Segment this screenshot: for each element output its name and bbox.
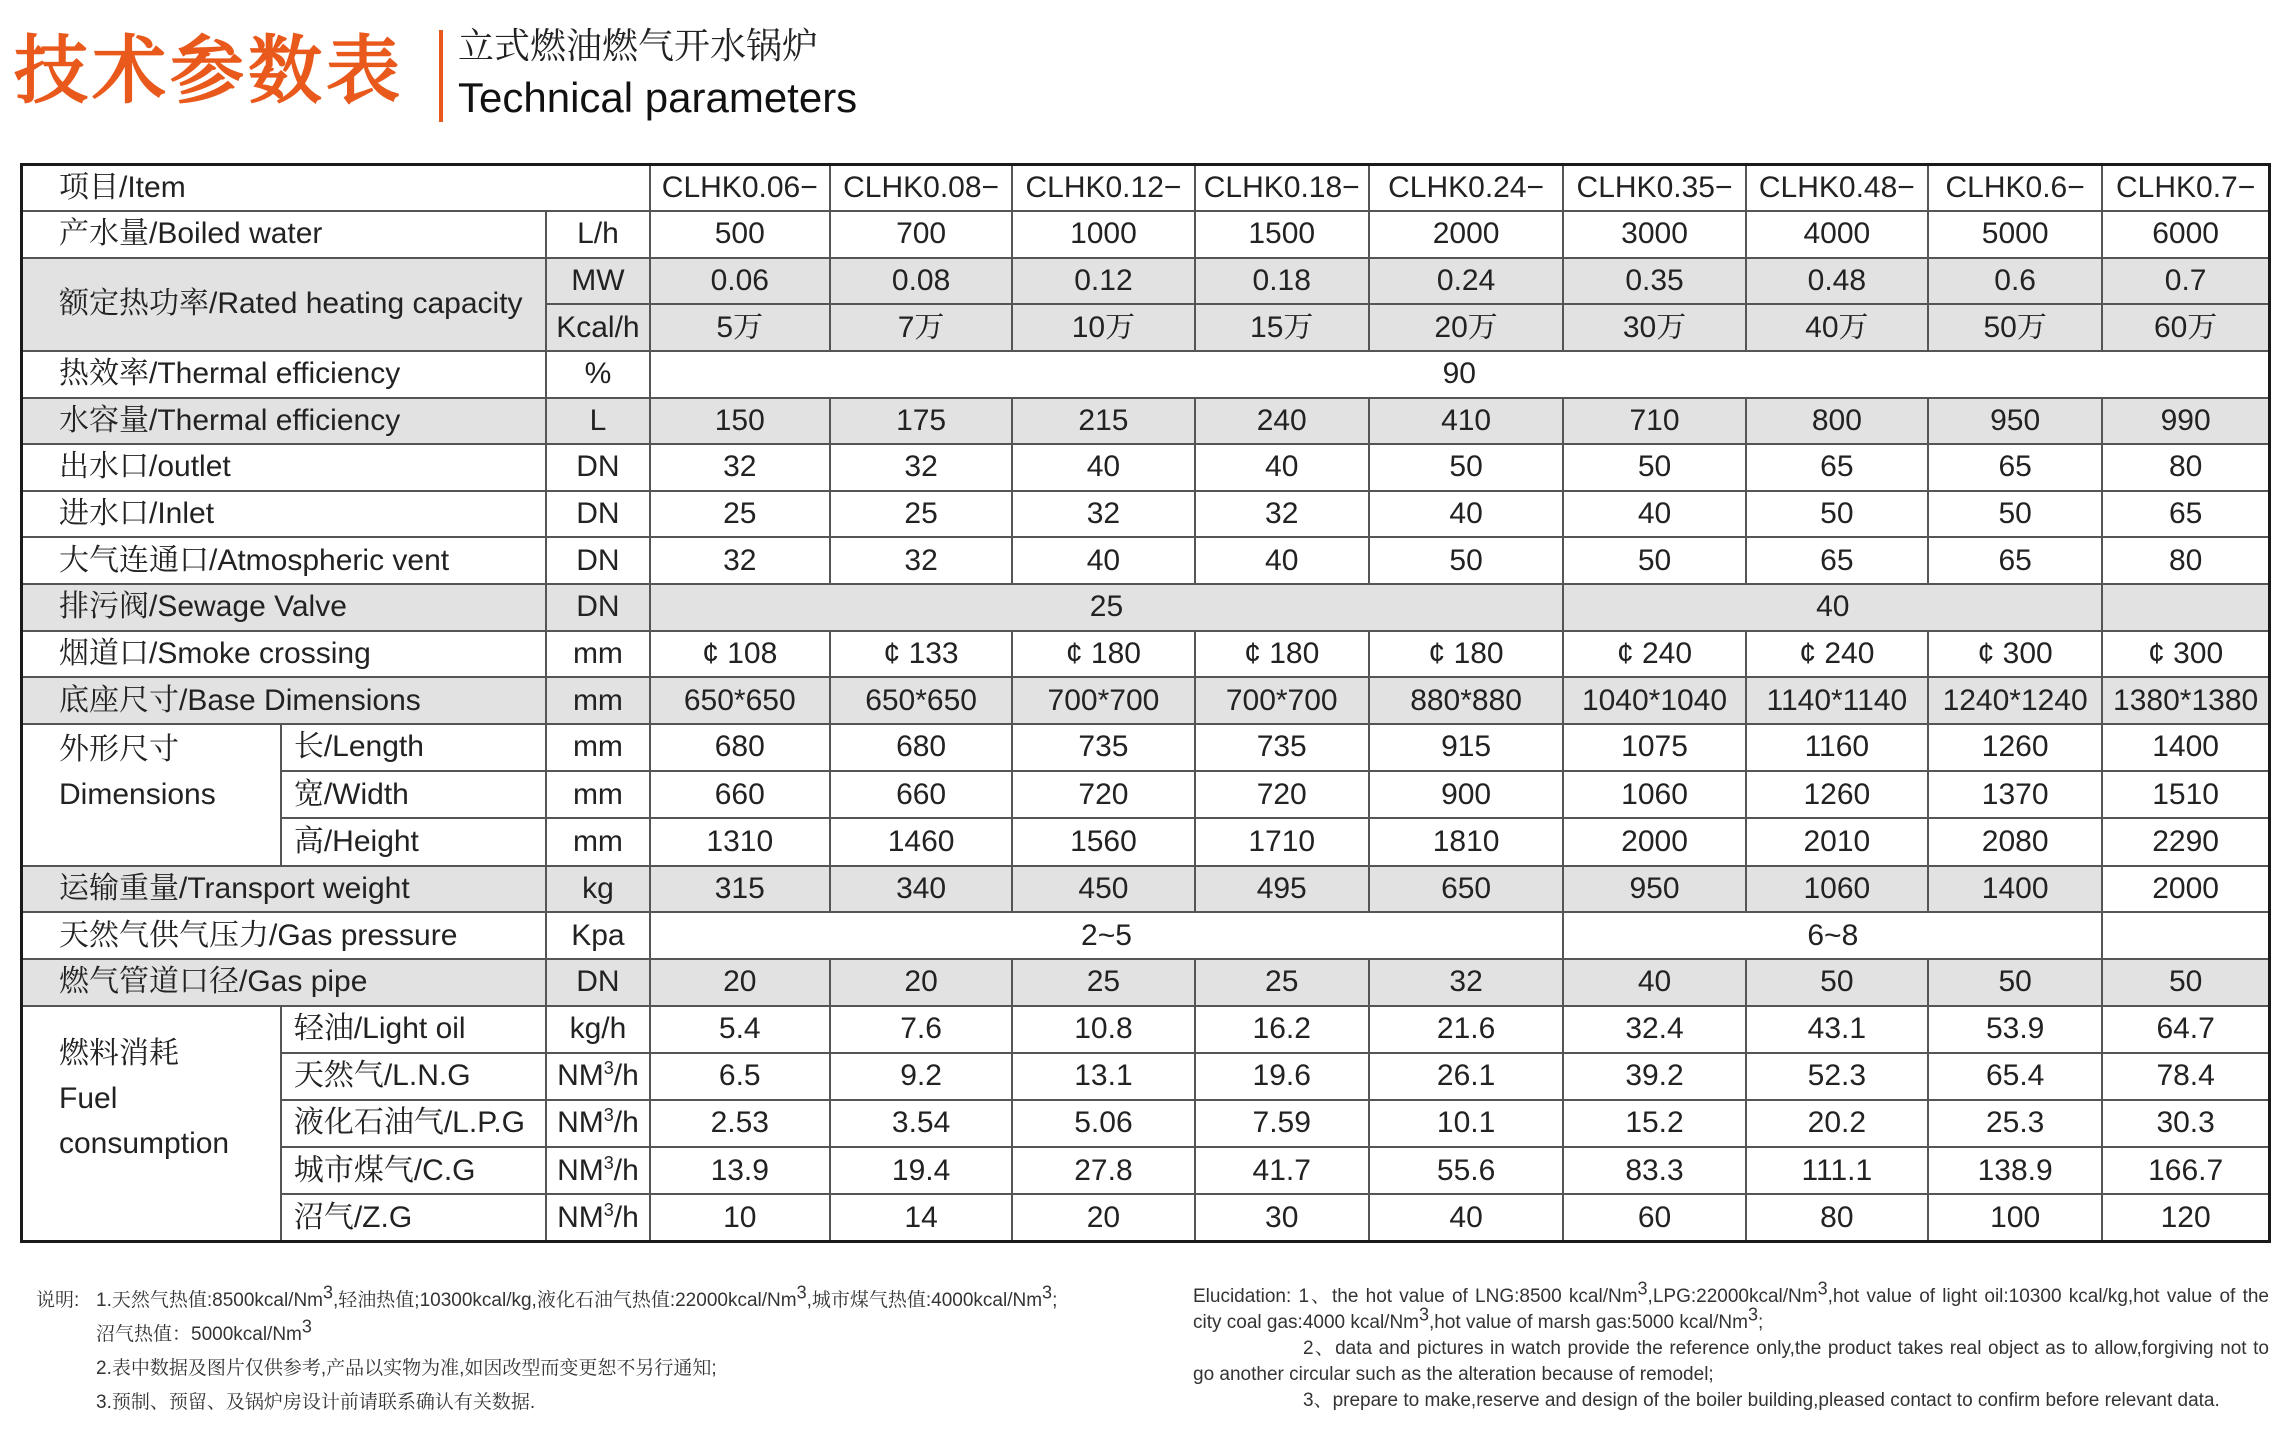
- value-cell: 5万: [650, 304, 830, 351]
- value-cell: 19.6: [1195, 1053, 1369, 1100]
- unit-cell: $NM^3/h$: [546, 1147, 649, 1194]
- page-title: 技术参数表: [14, 28, 404, 114]
- sub-label: 轻油/Light oil: [281, 1006, 546, 1053]
- vent-row: [22, 537, 2270, 584]
- value-cell: 50: [1369, 444, 1564, 491]
- value-cell: 100: [1928, 1194, 2102, 1241]
- value-cell: 32.4: [1563, 1006, 1745, 1053]
- unit-cell: DN: [546, 537, 649, 584]
- value-cell: 60: [1563, 1194, 1745, 1241]
- sewage-valve-row: [22, 584, 2270, 631]
- note-en-2: 2、data and pictures in watch provide the reference only,the product takes real object as to allow,forgiving not to go another circular such as the alteration because of remodel;: [1193, 1338, 2269, 1385]
- empty-cell: [2102, 584, 2269, 631]
- value-cell: 13.9: [650, 1147, 830, 1194]
- value-cell: 50: [2102, 959, 2269, 1006]
- value-cell: ¢ 133: [830, 631, 1012, 678]
- value-cell: 21.6: [1369, 1006, 1564, 1053]
- value-cell: 340: [830, 866, 1012, 913]
- row-label: 进水口/Inlet: [22, 491, 547, 538]
- value-cell: 1140*1140: [1746, 677, 1928, 724]
- model-header: CLHK0.18−: [1195, 165, 1369, 212]
- value-cell: 1510: [2102, 771, 2269, 818]
- value-cell: 30万: [1563, 304, 1745, 351]
- value-cell: 1060: [1563, 771, 1745, 818]
- value-cell: 20: [1012, 1194, 1194, 1241]
- value-cell: 735: [1012, 724, 1194, 771]
- model-header: CLHK0.24−: [1369, 165, 1564, 212]
- value-cell: 500: [650, 211, 830, 258]
- outlet-row: [22, 444, 2270, 491]
- model-header: CLHK0.35−: [1563, 165, 1745, 212]
- row-label: 大气连通口/Atmospheric vent: [22, 537, 547, 584]
- value-cell: 700: [830, 211, 1012, 258]
- fuel-label-cn: 燃料消耗: [59, 1036, 179, 1070]
- value-cell: 80: [1746, 1194, 1928, 1241]
- value-cell: 1560: [1012, 818, 1194, 865]
- value-cell: ¢ 300: [2102, 631, 2269, 678]
- value-cell: 25: [650, 584, 1564, 631]
- inlet-row: [22, 491, 2270, 538]
- gas-pressure-row: [22, 912, 2270, 959]
- note-en-1: Elucidation: 1、the hot value of LNG:8500 kcal/Nm$^3$,LPG:22000kcal/Nm$^3$,hot value of light oil:10300 kcal/kg,hot value of the city coal gas:4000 kcal/Nm$^3$,hot value of marsh gas:5000 kcal/Nm$^3$;: [1193, 1278, 2269, 1333]
- row-label: 排污阀/Sewage Valve: [22, 584, 547, 631]
- value-cell: 0.7: [2102, 258, 2269, 305]
- fuel-lpg-row: [22, 1100, 2270, 1147]
- value-cell: 650: [1369, 866, 1564, 913]
- value-cell: 1040*1040: [1563, 677, 1745, 724]
- row-label: 出水口/outlet: [22, 444, 547, 491]
- note-cn-3: 3.预制、预留、及锅炉房设计前请联系确认有关数据.: [96, 1392, 536, 1413]
- smoke-crossing-row: [22, 631, 2270, 678]
- model-header: CLHK0.6−: [1928, 165, 2102, 212]
- value-cell: 1060: [1746, 866, 1928, 913]
- value-cell: 710: [1563, 398, 1745, 445]
- note-cn-2: 2.表中数据及图片仅供参考,产品以实物为准,如因改型而变更恕不另行通知;: [96, 1358, 717, 1379]
- model-header: CLHK0.12−: [1012, 165, 1194, 212]
- value-cell: 13.1: [1012, 1053, 1194, 1100]
- value-cell: 25: [650, 491, 830, 538]
- value-cell: 25: [1195, 959, 1369, 1006]
- unit-cell: mm: [546, 677, 649, 724]
- value-cell: 65: [1746, 537, 1928, 584]
- value-cell: 900: [1369, 771, 1564, 818]
- row-label: 运输重量/Transport weight: [22, 866, 547, 913]
- value-cell: 150: [650, 398, 830, 445]
- rated-heating-mw-row: [22, 258, 2270, 305]
- value-cell: 83.3: [1563, 1147, 1745, 1194]
- value-cell: 43.1: [1746, 1006, 1928, 1053]
- value-cell: 138.9: [1928, 1147, 2102, 1194]
- value-cell: 2000: [2102, 866, 2269, 913]
- value-cell: 20: [830, 959, 1012, 1006]
- value-cell: 1310: [650, 818, 830, 865]
- value-cell: ¢ 180: [1369, 631, 1564, 678]
- value-cell: 495: [1195, 866, 1369, 913]
- value-cell: 315: [650, 866, 830, 913]
- value-cell: 950: [1563, 866, 1745, 913]
- value-cell: 1400: [2102, 724, 2269, 771]
- unit-cell: L: [546, 398, 649, 445]
- value-cell: 0.6: [1928, 258, 2102, 305]
- value-cell: 4000: [1746, 211, 1928, 258]
- row-label: 底座尺寸/Base Dimensions: [22, 677, 547, 724]
- value-cell: 1000: [1012, 211, 1194, 258]
- value-cell: 120: [2102, 1194, 2269, 1241]
- value-cell: 1460: [830, 818, 1012, 865]
- value-cell: 80: [2102, 537, 2269, 584]
- parameters-table: [20, 163, 2271, 1243]
- value-cell: ¢ 108: [650, 631, 830, 678]
- value-cell: 0.35: [1563, 258, 1745, 305]
- value-cell: 40: [1563, 959, 1745, 1006]
- value-cell: 32: [1369, 959, 1564, 1006]
- unit-cell: L/h: [546, 211, 649, 258]
- fuel-lng-row: [22, 1053, 2270, 1100]
- value-cell: 680: [650, 724, 830, 771]
- unit-cell: DN: [546, 959, 649, 1006]
- row-label: 额定热功率/Rated heating capacity: [22, 258, 547, 351]
- value-cell: 2000: [1369, 211, 1564, 258]
- value-cell: 32: [830, 444, 1012, 491]
- value-cell: 6~8: [1563, 912, 2102, 959]
- value-cell: ¢ 300: [1928, 631, 2102, 678]
- value-cell: 32: [650, 444, 830, 491]
- value-cell: ¢ 180: [1195, 631, 1369, 678]
- value-cell: 65: [1928, 444, 2102, 491]
- value-cell: 1240*1240: [1928, 677, 2102, 724]
- value-cell: 50: [1746, 491, 1928, 538]
- value-cell: 40: [1369, 1194, 1564, 1241]
- note-cn-1: 1.天然气热值:8500kcal/Nm$^3$,轻油热值;10300kcal/kg,液化石油气热值:22000kcal/Nm$^3$,城市煤气热值:4000kcal/Nm$^3$;: [96, 1282, 1058, 1311]
- unit-cell: kg: [546, 866, 649, 913]
- model-header: CLHK0.7−: [2102, 165, 2269, 212]
- dimensions-length-row: [22, 724, 2270, 771]
- sub-label: 城市煤气/C.G: [281, 1147, 546, 1194]
- thermal-efficiency-row: [22, 351, 2270, 398]
- fuel-zg-row: [22, 1194, 2270, 1241]
- row-label: 燃气管道口径/Gas pipe: [22, 959, 547, 1006]
- value-cell: 27.8: [1012, 1147, 1194, 1194]
- value-cell: 40: [1563, 584, 2102, 631]
- value-cell: 680: [830, 724, 1012, 771]
- value-cell: 2.53: [650, 1100, 830, 1147]
- notes-chinese: [36, 1284, 1186, 1420]
- unit-cell: mm: [546, 771, 649, 818]
- value-cell: 1260: [1928, 724, 2102, 771]
- value-cell: 0.24: [1369, 258, 1564, 305]
- row-label: 水容量/Thermal efficiency: [22, 398, 547, 445]
- value-cell: 700*700: [1012, 677, 1194, 724]
- value-cell: 0.12: [1012, 258, 1194, 305]
- unit-cell: MW: [546, 258, 649, 305]
- boiled-water-row: [22, 211, 2270, 258]
- value-cell: 5000: [1928, 211, 2102, 258]
- dimensions-label-cn: 外形尺寸: [59, 733, 179, 767]
- value-cell: 50万: [1928, 304, 2102, 351]
- value-cell: 32: [830, 537, 1012, 584]
- value-cell: 10: [650, 1194, 830, 1241]
- value-cell: 0.18: [1195, 258, 1369, 305]
- value-cell: 5.06: [1012, 1100, 1194, 1147]
- value-cell: 1260: [1746, 771, 1928, 818]
- sub-label: 天然气/L.N.G: [281, 1053, 546, 1100]
- value-cell: 800: [1746, 398, 1928, 445]
- row-label: 产水量/Boiled water: [22, 211, 547, 258]
- value-cell: 16.2: [1195, 1006, 1369, 1053]
- model-header: CLHK0.08−: [830, 165, 1012, 212]
- value-cell: 50: [1928, 959, 2102, 1006]
- value-cell: 40: [1012, 444, 1194, 491]
- value-cell: 25: [830, 491, 1012, 538]
- empty-cell: [2102, 912, 2269, 959]
- value-cell: 53.9: [1928, 1006, 2102, 1053]
- unit-cell: DN: [546, 444, 649, 491]
- unit-cell: $NM^3/h$: [546, 1053, 649, 1100]
- value-cell: 32: [1012, 491, 1194, 538]
- value-cell: 10.1: [1369, 1100, 1564, 1147]
- value-cell: 41.7: [1195, 1147, 1369, 1194]
- value-cell: 720: [1195, 771, 1369, 818]
- model-header: CLHK0.06−: [650, 165, 830, 212]
- value-cell: 52.3: [1746, 1053, 1928, 1100]
- value-cell: 7.59: [1195, 1100, 1369, 1147]
- value-cell: 65: [1746, 444, 1928, 491]
- value-cell: 1400: [1928, 866, 2102, 913]
- value-cell: 65.4: [1928, 1053, 2102, 1100]
- value-cell: 2~5: [650, 912, 1564, 959]
- unit-cell: kg/h: [546, 1006, 649, 1053]
- value-cell: 6.5: [650, 1053, 830, 1100]
- unit-cell: DN: [546, 491, 649, 538]
- gas-pipe-row: [22, 959, 2270, 1006]
- sub-label: 高/Height: [281, 818, 546, 865]
- value-cell: 80: [2102, 444, 2269, 491]
- value-cell: 30: [1195, 1194, 1369, 1241]
- value-cell: 700*700: [1195, 677, 1369, 724]
- row-label: 热效率/Thermal efficiency: [22, 351, 547, 398]
- value-cell: 410: [1369, 398, 1564, 445]
- value-cell: 215: [1012, 398, 1194, 445]
- value-cell: 15万: [1195, 304, 1369, 351]
- value-cell: 64.7: [2102, 1006, 2269, 1053]
- value-cell: 1075: [1563, 724, 1745, 771]
- unit-cell: mm: [546, 818, 649, 865]
- value-cell: 26.1: [1369, 1053, 1564, 1100]
- value-cell: 50: [1563, 444, 1745, 491]
- value-cell: 3000: [1563, 211, 1745, 258]
- value-cell: ¢ 180: [1012, 631, 1194, 678]
- fuel-label-en: Fuel consumption: [59, 1081, 230, 1160]
- value-cell: 40万: [1746, 304, 1928, 351]
- value-cell: 5.4: [650, 1006, 830, 1053]
- value-cell: 25.3: [1928, 1100, 2102, 1147]
- dimensions-label-en: Dimensions: [59, 778, 216, 812]
- value-cell: 90: [650, 351, 2270, 398]
- value-cell: 650*650: [650, 677, 830, 724]
- value-cell: 240: [1195, 398, 1369, 445]
- value-cell: 880*880: [1369, 677, 1564, 724]
- value-cell: 40: [1369, 491, 1564, 538]
- unit-cell: DN: [546, 584, 649, 631]
- sub-label: 长/Length: [281, 724, 546, 771]
- row-label: 天然气供气压力/Gas pressure: [22, 912, 547, 959]
- value-cell: 6000: [2102, 211, 2269, 258]
- fuel-consumption-label: [22, 1006, 281, 1242]
- value-cell: 65: [1928, 537, 2102, 584]
- value-cell: 175: [830, 398, 1012, 445]
- value-cell: 40: [1012, 537, 1194, 584]
- value-cell: 40: [1195, 444, 1369, 491]
- model-header: CLHK0.48−: [1746, 165, 1928, 212]
- note-cn-1b: 沼气热值：5000kcal/Nm$^3$: [96, 1316, 312, 1345]
- value-cell: 1500: [1195, 211, 1369, 258]
- value-cell: 650*650: [830, 677, 1012, 724]
- sub-label: 液化石油气/L.P.G: [281, 1100, 546, 1147]
- value-cell: 1370: [1928, 771, 2102, 818]
- value-cell: 50: [1369, 537, 1564, 584]
- value-cell: 32: [650, 537, 830, 584]
- value-cell: 1710: [1195, 818, 1369, 865]
- value-cell: 0.06: [650, 258, 830, 305]
- value-cell: 450: [1012, 866, 1194, 913]
- note-en-3: 3、prepare to make,reserve and design of the boiler building,pleased contact to confirm before relevant data.: [1303, 1390, 2220, 1411]
- value-cell: 2000: [1563, 818, 1745, 865]
- fuel-light_oil-row: [22, 1006, 2270, 1053]
- value-cell: ¢ 240: [1746, 631, 1928, 678]
- value-cell: 65: [2102, 491, 2269, 538]
- value-cell: 10万: [1012, 304, 1194, 351]
- row-label: 烟道口/Smoke crossing: [22, 631, 547, 678]
- value-cell: 50: [1746, 959, 1928, 1006]
- value-cell: 50: [1563, 537, 1745, 584]
- sub-label: 宽/Width: [281, 771, 546, 818]
- value-cell: 40: [1563, 491, 1745, 538]
- value-cell: 166.7: [2102, 1147, 2269, 1194]
- value-cell: 20.2: [1746, 1100, 1928, 1147]
- value-cell: 915: [1369, 724, 1564, 771]
- value-cell: 735: [1195, 724, 1369, 771]
- water-capacity-row: [22, 398, 2270, 445]
- value-cell: 20: [650, 959, 830, 1006]
- value-cell: 990: [2102, 398, 2269, 445]
- page-subtitle: Technical parameters: [458, 74, 858, 121]
- value-cell: 1160: [1746, 724, 1928, 771]
- value-cell: 2010: [1746, 818, 1928, 865]
- value-cell: 14: [830, 1194, 1012, 1241]
- title-divider: [439, 30, 443, 122]
- value-cell: 7.6: [830, 1006, 1012, 1053]
- value-cell: 39.2: [1563, 1053, 1745, 1100]
- header-row: [22, 165, 2270, 212]
- value-cell: 25: [1012, 959, 1194, 1006]
- value-cell: 78.4: [2102, 1053, 2269, 1100]
- value-cell: 9.2: [830, 1053, 1012, 1100]
- unit-cell: $NM^3/h$: [546, 1194, 649, 1241]
- value-cell: 60万: [2102, 304, 2269, 351]
- value-cell: 3.54: [830, 1100, 1012, 1147]
- value-cell: 111.1: [1746, 1147, 1928, 1194]
- value-cell: 20万: [1369, 304, 1564, 351]
- value-cell: 1380*1380: [2102, 677, 2269, 724]
- value-cell: 30.3: [2102, 1100, 2269, 1147]
- value-cell: 660: [650, 771, 830, 818]
- unit-cell: $NM^3/h$: [546, 1100, 649, 1147]
- dimensions-label: [22, 724, 281, 866]
- sub-label: 沼气/Z.G: [281, 1194, 546, 1241]
- product-name: 立式燃油燃气开水锅炉: [458, 26, 819, 67]
- value-cell: 0.08: [830, 258, 1012, 305]
- value-cell: 15.2: [1563, 1100, 1745, 1147]
- transport-weight-row: [22, 866, 2270, 913]
- dimensions-height-row: [22, 818, 2270, 865]
- unit-cell: Kcal/h: [546, 304, 649, 351]
- value-cell: 1810: [1369, 818, 1564, 865]
- value-cell: 50: [1928, 491, 2102, 538]
- value-cell: 950: [1928, 398, 2102, 445]
- fuel-cg-row: [22, 1147, 2270, 1194]
- value-cell: 0.48: [1746, 258, 1928, 305]
- value-cell: 720: [1012, 771, 1194, 818]
- value-cell: 660: [830, 771, 1012, 818]
- unit-cell: Kpa: [546, 912, 649, 959]
- unit-cell: %: [546, 351, 649, 398]
- dimensions-width-row: [22, 771, 2270, 818]
- value-cell: 19.4: [830, 1147, 1012, 1194]
- page-header: [14, 12, 1014, 124]
- base-dimensions-row: [22, 677, 2270, 724]
- notes-english: [1193, 1278, 2269, 1414]
- value-cell: 2290: [2102, 818, 2269, 865]
- value-cell: 32: [1195, 491, 1369, 538]
- value-cell: 7万: [830, 304, 1012, 351]
- value-cell: ¢ 240: [1563, 631, 1745, 678]
- value-cell: 10.8: [1012, 1006, 1194, 1053]
- unit-cell: mm: [546, 631, 649, 678]
- value-cell: 55.6: [1369, 1147, 1564, 1194]
- notes-prefix: 说明:: [36, 1290, 80, 1311]
- value-cell: 40: [1195, 537, 1369, 584]
- value-cell: 2080: [1928, 818, 2102, 865]
- unit-cell: mm: [546, 724, 649, 771]
- item-header: 项目/Item: [22, 165, 650, 212]
